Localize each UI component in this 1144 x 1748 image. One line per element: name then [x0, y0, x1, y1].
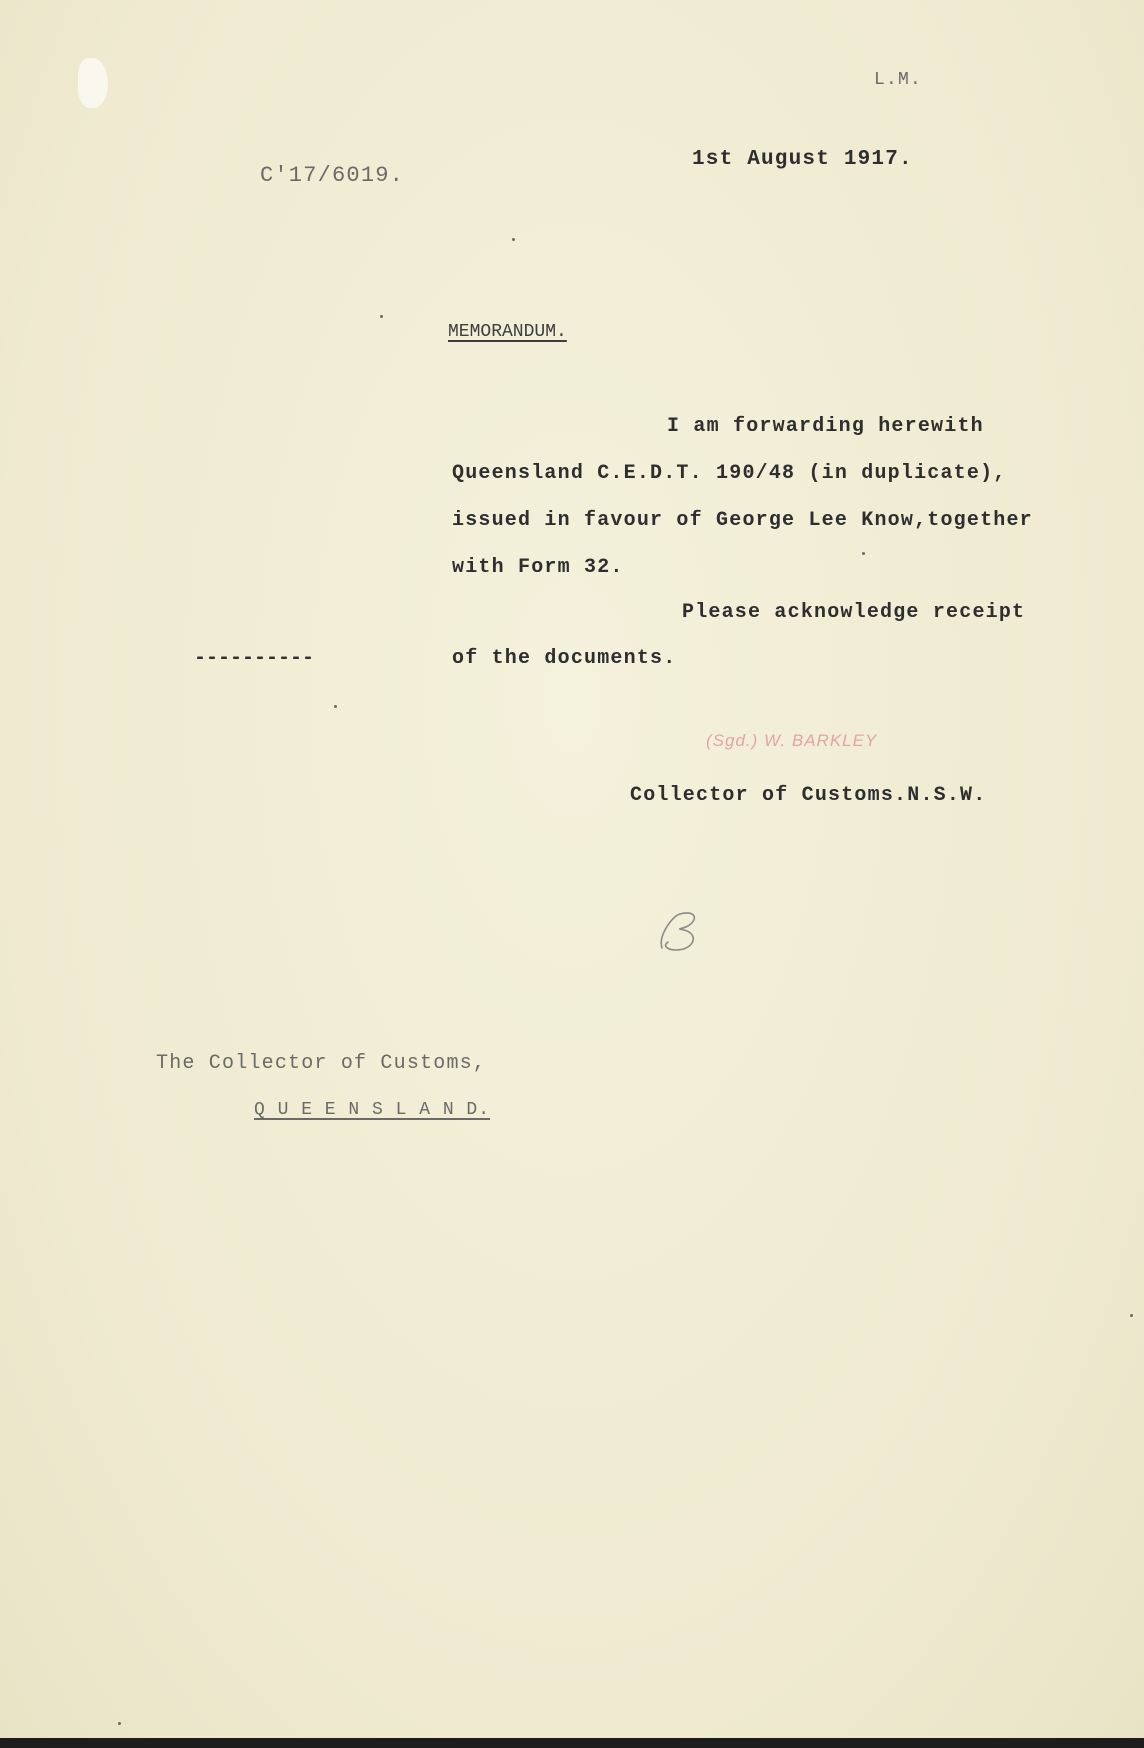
signatory-title: Collector of Customs.N.S.W.	[630, 784, 987, 807]
initials: L.M.	[874, 70, 923, 90]
addressee-state: Q U E E N S L A N D.	[254, 1100, 491, 1120]
reference-number: C'17/6019.	[260, 163, 405, 188]
separator-dashes: ----------	[194, 647, 315, 670]
handwritten-initial	[650, 906, 710, 956]
body-line: Queensland C.E.D.T. 190/48 (in duplicate),	[452, 462, 1007, 485]
paper-tear	[78, 58, 108, 108]
memo-title: MEMORANDUM.	[448, 322, 567, 342]
body-line: issued in favour of George Lee Know,together	[452, 509, 1033, 532]
addressee-line: The Collector of Customs,	[156, 1052, 487, 1075]
speck	[334, 705, 337, 708]
speck	[512, 238, 515, 241]
scan-edge	[0, 1738, 1144, 1748]
date: 1st August 1917.	[692, 148, 913, 171]
speck	[380, 315, 383, 318]
speck	[862, 552, 865, 555]
body-line: with Form 32.	[452, 556, 624, 579]
speck	[118, 1722, 121, 1725]
body-line: of the documents.	[452, 647, 677, 670]
speck	[1130, 1314, 1133, 1317]
body-line: I am forwarding herewith	[667, 415, 984, 438]
signature-stamp: (Sgd.) W. BARKLEY	[706, 731, 878, 750]
body-line: Please acknowledge receipt	[682, 601, 1026, 624]
